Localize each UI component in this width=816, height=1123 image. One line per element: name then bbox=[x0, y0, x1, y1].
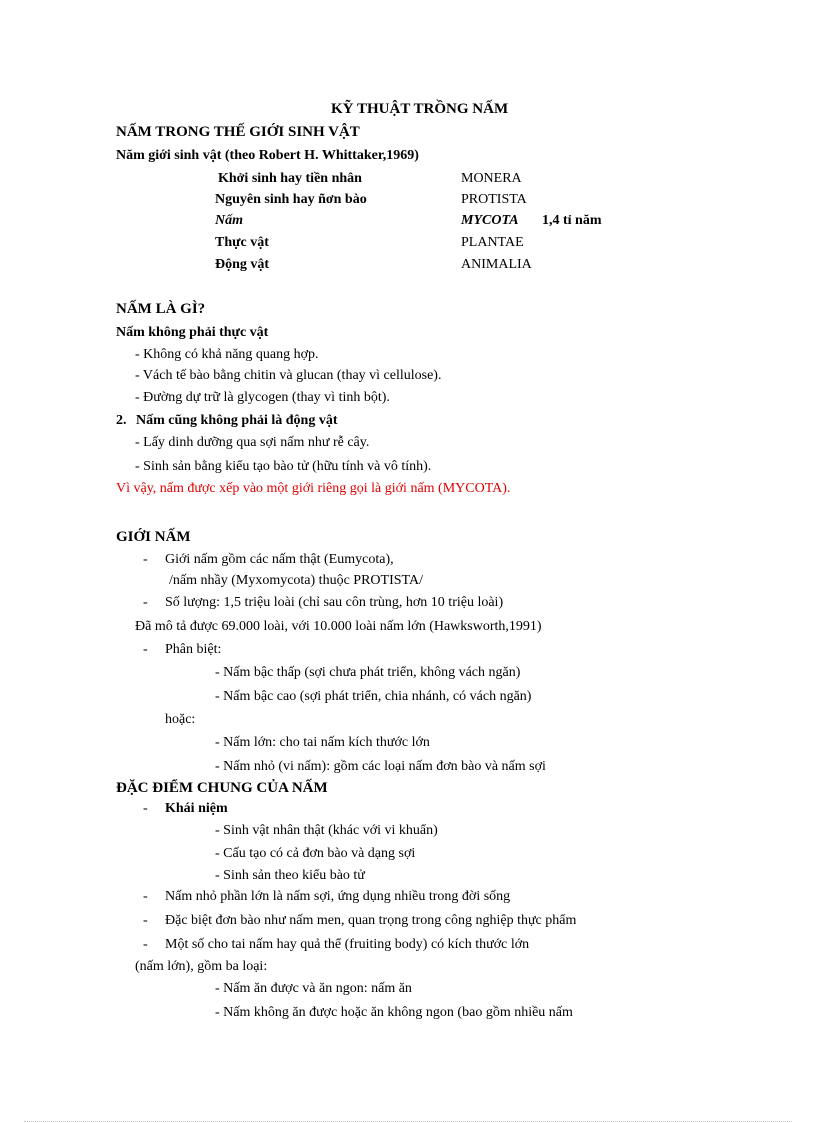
text-line: Một số cho tai nấm hay quả thể (fruiting body) có kích thước lớn bbox=[165, 937, 530, 952]
subheading-not-plant: Nấm không phải thực vật bbox=[116, 325, 269, 340]
section-heading-characteristics: ĐẶC ĐIỂM CHUNG CỦA NẤM bbox=[116, 780, 328, 796]
text-line: Đặc biệt đơn bào như nấm men, quan trọng trong công nghiệp thực phẩm bbox=[165, 913, 577, 928]
text-line: /nấm nhầy (Myxomycota) thuộc PROTISTA/ bbox=[169, 573, 423, 588]
list-item: - Sinh sản theo kiểu bào tử bbox=[215, 868, 365, 883]
section-heading-kingdoms: NẤM TRONG THẾ GIỚI SINH VẬT bbox=[116, 124, 360, 140]
bullet-dash: - bbox=[143, 937, 148, 952]
page-title: KỸ THUẬT TRỒNG NẤM bbox=[331, 101, 509, 117]
kingdom-latin: PLANTAE bbox=[461, 235, 524, 250]
text-line: Giới nấm gồm các nấm thật (Eumycota), bbox=[165, 552, 394, 567]
kingdom-latin: PROTISTA bbox=[461, 192, 527, 207]
list-number: 2. bbox=[116, 413, 127, 428]
list-item: - Sinh sản bằng kiểu tạo bào tử (hữu tính và vô tính). bbox=[135, 459, 432, 474]
text-line: (nấm lớn), gồm ba loại: bbox=[135, 959, 268, 974]
bullet-dash: - bbox=[143, 801, 148, 816]
list-item: - Nấm bậc cao (sợi phát triển, chia nhánh, có vách ngăn) bbox=[215, 689, 532, 704]
text-line: hoặc: bbox=[165, 712, 196, 727]
section-subheading-five-kingdoms: Năm giới sinh vật (theo Robert H. Whittaker,1969) bbox=[116, 148, 419, 163]
text-line: Phân biệt: bbox=[165, 642, 222, 657]
list-item: - Nấm không ăn được hoặc ăn không ngon (bao gồm nhiều nấm bbox=[215, 1005, 573, 1020]
list-item: - Lấy dinh dưỡng qua sợi nấm như rễ cây. bbox=[135, 435, 370, 450]
kingdom-name: Nguyên sinh hay ñơn bào bbox=[215, 192, 367, 207]
section-heading-what-is-fungus: NẤM LÀ GÌ? bbox=[116, 301, 206, 317]
kingdom-latin: MONERA bbox=[461, 171, 522, 186]
bullet-dash: - bbox=[143, 595, 148, 610]
conclusion-text: Vì vậy, nấm được xếp vào một giới riêng gọi là giới nấm (MYCOTA). bbox=[116, 481, 511, 496]
list-item: - Vách tế bào bằng chitin và glucan (thay vì cellulose). bbox=[135, 368, 442, 383]
list-item: - Đường dự trữ là glycogen (thay vì tinh bột). bbox=[135, 390, 390, 405]
list-item: - Sinh vật nhân thật (khác với vi khuẩn) bbox=[215, 823, 438, 838]
list-item: - Cấu tạo có cả đơn bào và dạng sợi bbox=[215, 846, 416, 861]
text-line: Nấm nhỏ phần lớn là nấm sợi, ứng dụng nhiều trong đời sống bbox=[165, 889, 511, 904]
list-item: - Không có khả năng quang hợp. bbox=[135, 347, 319, 362]
kingdom-note: 1,4 tỉ năm bbox=[542, 213, 602, 228]
list-item: - Nấm nhỏ (vi nấm): gồm các loại nấm đơn bào và nấm sợi bbox=[215, 759, 546, 774]
bullet-dash: - bbox=[143, 642, 148, 657]
list-item: - Nấm lớn: cho tai nấm kích thước lớn bbox=[215, 735, 430, 750]
text-line: Đã mô tả được 69.000 loài, với 10.000 loài nấm lớn (Hawksworth,1991) bbox=[135, 619, 542, 634]
page-bottom-divider bbox=[24, 1121, 792, 1122]
bullet-dash: - bbox=[143, 552, 148, 567]
kingdom-name: Khởi sinh hay tiền nhân bbox=[218, 171, 362, 186]
subheading-not-animal: Nấm cũng không phải là động vật bbox=[136, 413, 338, 428]
kingdom-name: Thực vật bbox=[215, 235, 269, 250]
kingdom-latin: MYCOTA bbox=[461, 213, 519, 228]
bullet-dash: - bbox=[143, 889, 148, 904]
subheading-concept: Khái niệm bbox=[165, 801, 228, 816]
list-item: - Nấm bậc thấp (sợi chưa phát triển, không vách ngăn) bbox=[215, 665, 521, 680]
kingdom-name: Nấm bbox=[215, 213, 243, 228]
kingdom-latin: ANIMALIA bbox=[461, 257, 532, 272]
list-item: - Nấm ăn được và ăn ngon: nấm ăn bbox=[215, 981, 412, 996]
section-heading-fungi-kingdom: GIỚI NẤM bbox=[116, 529, 191, 545]
bullet-dash: - bbox=[143, 913, 148, 928]
kingdom-name: Động vật bbox=[215, 257, 270, 272]
text-line: Số lượng: 1,5 triệu loài (chỉ sau côn trùng, hơn 10 triệu loài) bbox=[165, 595, 504, 610]
